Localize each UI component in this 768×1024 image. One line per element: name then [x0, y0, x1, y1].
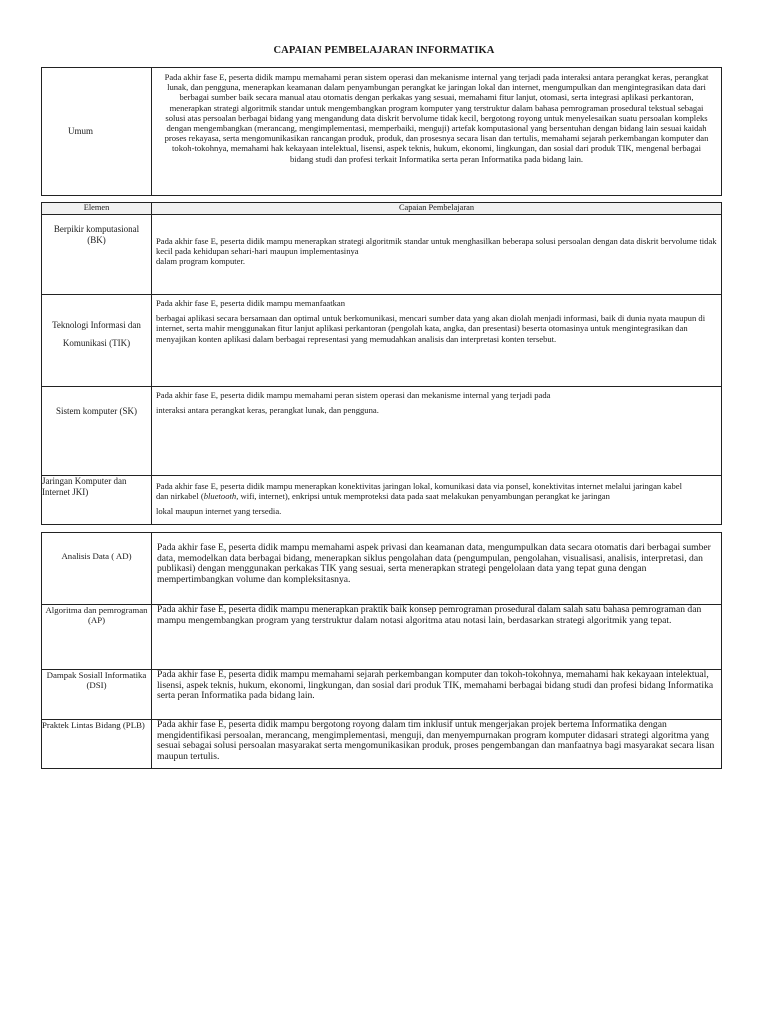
- element-label-ap: Algoritma dan pemrograman (AP): [42, 605, 152, 670]
- general-label: Umum: [42, 68, 152, 196]
- outcome-text-jki: [152, 476, 722, 525]
- element-label-dsi: Dampak Sosiall Informatika (DSI): [42, 670, 152, 720]
- element-label-bk: Berpikir komputasional (BK): [42, 215, 152, 295]
- table-row: [42, 720, 722, 769]
- outcome-line: Pada akhir fase E, peserta didik mampu memanfaatkan: [156, 298, 345, 308]
- outcome-text-bk: [152, 215, 722, 295]
- outcome-line: [156, 491, 717, 501]
- document-title: CAPAIAN PEMBELAJARAN INFORMATIKA: [273, 45, 495, 56]
- outcome-line-text: dan nirkabel (: [156, 491, 204, 502]
- element-label-tik: Teknologi Informasi dan Komunikasi (TIK): [42, 295, 152, 387]
- bluetooth-term: bluetooth: [203, 491, 237, 502]
- outcome-line: Pada akhir fase E, peserta didik mampu memahami peran sistem operasi dan mekanisme internal yang terjadi pada: [156, 390, 551, 400]
- outcome-text-tik: [152, 295, 722, 387]
- element-label-plb: Praktek Lintas Bidang (PLB): [42, 720, 152, 769]
- element-label-sk: Sistem komputer (SK): [42, 387, 152, 476]
- outcome-text-ap: Pada akhir fase E, peserta didik mampu menerapkan praktik baik konsep pemrograman prosedural dalam salah satu bahasa pemrograman dan mampu mengembangkan program yang terstruktur dalam notasi algoritma atau notasi lain, berdasarkan strategi algoritmik yang tepat.: [152, 605, 722, 670]
- table-row: [42, 476, 722, 525]
- element-label-ad: Analisis Data ( AD): [42, 533, 152, 605]
- table-header-row: [42, 203, 722, 215]
- outcome-line-text: Pada akhir fase E, peserta didik mampu menerapkan konektivitas jaringan lokal, komunikasi data via ponsel, konektivitas internet melalui jaringan kabel: [156, 481, 682, 491]
- outcome-line: [156, 481, 717, 491]
- general-outcome-row: [42, 68, 722, 196]
- table-row: [42, 387, 722, 476]
- outcome-line: dalam program komputer.: [156, 256, 246, 267]
- outcome-text-dsi: Pada akhir fase E, peserta didik mampu memahami sejarah perkembangan komputer dan tokoh-tokohnya, memahami hak kekayaan intelektual, lisensi, aspek teknis, hukum, ekonomi, lingkungan, dan sosial dari produk TIK, memahami berbagai bidang studi dan profesi bidang Informatika serta peran Informatika pada bidang lain.: [152, 670, 722, 720]
- outcome-line: berbagai aplikasi secara bersamaan dan optimal untuk berkomunikasi, mencari sumber data yang akan diolah menjadi informasi, baik di dunia nyata maupun di internet, serta mahir menggunakan fitur lanjut aplikasi perkantoran (pengolah kata, angka, dan presentasi) beserta otomasinya untuk mengintegrasikan dan menyajikan konten aplikasi dalam berbagai representasi yang memudahkan analisis dan interpretasi konten tersebut.: [156, 313, 706, 344]
- element-label-jki: Jaringan Komputer dan Internet JKI): [42, 476, 152, 525]
- outcome-text-sk: [152, 387, 722, 476]
- table-row: [42, 295, 722, 387]
- outcome-column-header: Capaian Pembelajaran: [152, 203, 722, 215]
- outcome-line: interaksi antara perangkat keras, perangkat lunak, dan pengguna.: [156, 405, 379, 416]
- element-column-header: Elemen: [42, 203, 152, 215]
- outcome-line: Pada akhir fase E, peserta didik mampu menerapkan strategi algoritmik standar untuk menghasilkan beberapa solusi persoalan dengan data diskrit bervolume tidak kecil pada kehidupan sehari-hari maupun implementasinya: [156, 236, 717, 257]
- second-elements-table: [41, 532, 722, 769]
- outcome-text-plb: Pada akhir fase E, peserta didik mampu bergotong royong dalam tim inklusif untuk mengerjakan projek bertema Informatika dengan mengidentifikasi persoalan, merancang, mengimplementasi, menguji, dan menyempurnakan program komputer didasari strategi algoritma yang sesuai sebagai solusi persoalan masyarakat serta mengomunikasikan produk, proses pengembangan dan manfaatnya bagi masyarakat secara lisan maupun tertulis.: [152, 720, 722, 769]
- table-row: [42, 670, 722, 720]
- elements-table: [41, 202, 722, 525]
- table-row: [42, 215, 722, 295]
- table-row: [42, 533, 722, 605]
- general-outcome-text: Pada akhir fase E, peserta didik mampu memahami peran sistem operasi dan mekanisme internal yang terjadi pada interaksi antara perangkat keras, perangkat lunak, dan pengguna, menerapkan keamanan dalam penyambungan perangkat ke jaringan lokal dan internet, mengumpulkan dan mengintegrasikan data dari berbagai sumber baik secara manual atau otomatis dengan perkakas yang sesuai, memahami fitur lanjut, otomasi, serta integrasi aplikasi perkantoran, menerapkan strategi algoritmik standar untuk mengembangkan program komputer yang terstruktur dalam bahasa pemrograman prosedural tekstual sebagai solusi atas persoalan berbagai bidang yang mengandung data diskrit bervolume tidak kecil, bergotong royong untuk menyelesaikan suatu persoalan kompleks dengan mengembangkan (merancang, mengimplementasi, memperbaiki, menguji) artefak komputasional yang bersentuhan dengan bidang lain sesuai kaidah proses rekayasa, serta mengomunikasikan rancangan produk, produk, dan prosesnya secara lisan dan tertulis, memahami sejarah perkembangan komputer dan tokoh-tokohnya, memahami hak kekayaan intelektual, lisensi, aspek teknis, hukum, ekonomi, lingkungan, dan sosial dari produk TIK, mengenal berbagai bidang studi dan profesi terkait Informatika serta peran Informatika pada bidang lain.: [152, 68, 722, 196]
- table-row: [42, 605, 722, 670]
- outcome-line: lokal maupun internet yang tersedia.: [156, 506, 282, 517]
- outcome-text-ad: Pada akhir fase E, peserta didik mampu memahami aspek privasi dan keamanan data, mengumpulkan data secara otomatis dari berbagai sumber data, memodelkan data berbagai bidang, menerapkan siklus pengolahan data (pengumpulan, pengolahan, visualisasi, analisis, interpretasi, dan publikasi) dengan menggunakan perkakas TIK yang sesuai, serta menerapkan strategi pengelolaan data yang tepat guna dengan mempertimbangkan volume dan kompleksitasnya.: [152, 533, 722, 605]
- outcome-line-text: , wifi, internet), enkripsi untuk memproteksi data pada saat melakukan penyambungan perangkat ke jaringan: [236, 491, 610, 502]
- general-outcome-table: [41, 67, 722, 196]
